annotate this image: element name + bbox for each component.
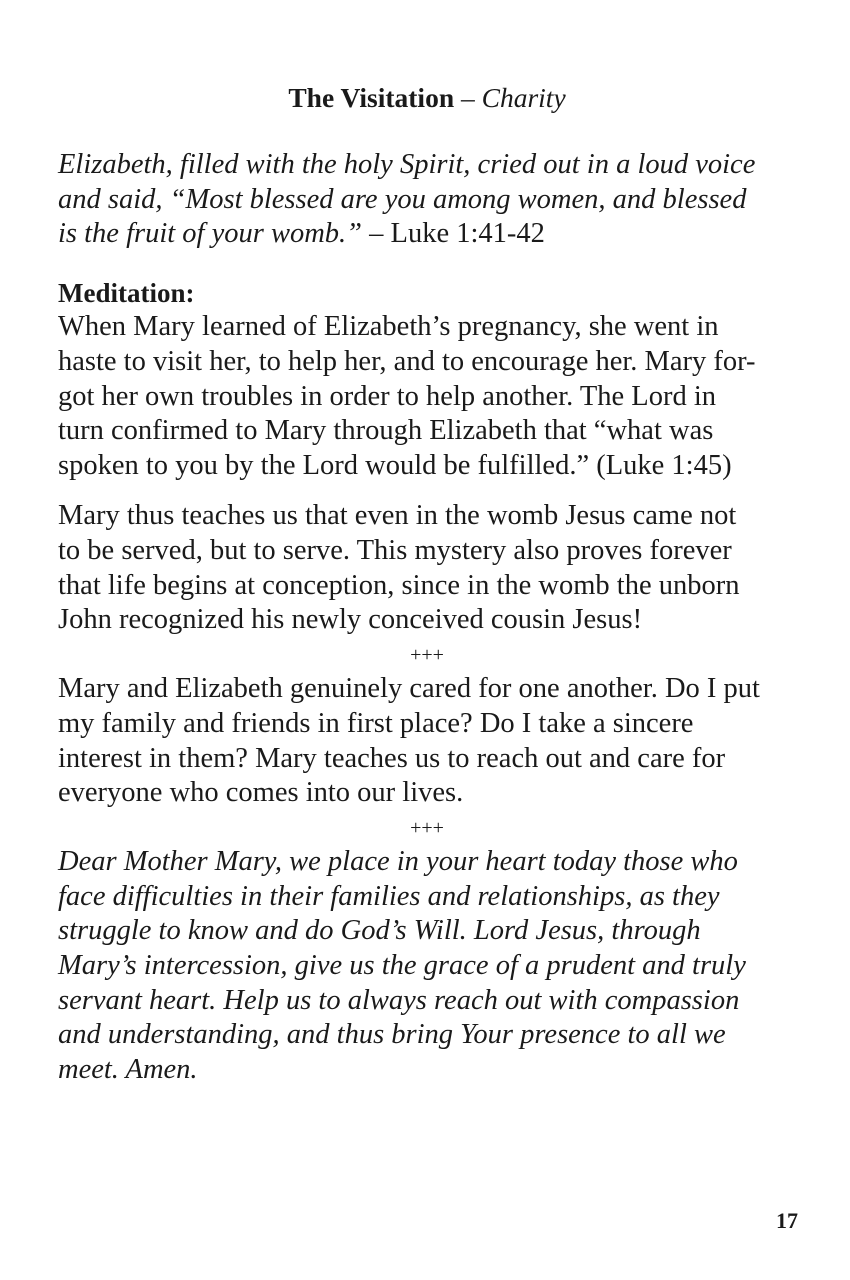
scripture-line-text: is the fruit of your womb.” – bbox=[58, 218, 384, 250]
prayer-line: struggle to know and do God’s Will. Lord Jesus, through bbox=[58, 915, 701, 947]
paragraph-line: turn confirmed to Mary through Elizabeth that “what was bbox=[58, 415, 714, 447]
title-virtue: Charity bbox=[481, 82, 566, 113]
paragraph-line: When Mary learned of Elizabeth’s pregnancy, she went in bbox=[58, 311, 719, 343]
paragraph-line: my family and friends in first place? Do I take a sincere bbox=[58, 707, 694, 739]
scripture-line: and said, “Most blessed are you among women, and blessed bbox=[58, 183, 747, 215]
prayer-line: face difficulties in their families and relationships, as they bbox=[58, 880, 720, 912]
paragraph-line: haste to visit her, to help her, and to encourage her. Mary for- bbox=[58, 345, 756, 377]
paragraph-line: spoken to you by the Lord would be fulfilled.” (Luke 1:45) bbox=[58, 449, 732, 481]
meditation-paragraph-1 bbox=[58, 310, 796, 483]
scripture-line: Elizabeth, filled with the holy Spirit, cried out in a loud voice bbox=[58, 149, 756, 180]
paragraph-line: interest in them? Mary teaches us to reach out and care for bbox=[58, 742, 726, 774]
paragraph-line: Mary and Elizabeth genuinely cared for one another. Do I put bbox=[58, 673, 760, 705]
prayer-line: servant heart. Help us to always reach out with compassion bbox=[58, 984, 740, 1016]
paragraph-line: to be served, but to serve. This mystery also proves forever bbox=[58, 534, 732, 566]
meditation-heading: Meditation: bbox=[58, 277, 195, 308]
prayer-paragraph bbox=[58, 845, 796, 1087]
paragraph-line: got her own troubles in order to help another. The Lord in bbox=[58, 380, 716, 412]
scripture-quote bbox=[58, 148, 796, 252]
page-number: 17 bbox=[776, 1208, 798, 1233]
paragraph-line: John recognized his newly conceived cousin Jesus! bbox=[58, 604, 643, 636]
paragraph-line: Mary thus teaches us that even in the womb Jesus came not bbox=[58, 500, 737, 532]
meditation-paragraph-3 bbox=[58, 672, 796, 810]
prayer-line: and understanding, and thus bring Your presence to all we bbox=[58, 1019, 726, 1051]
section-separator: +++ bbox=[410, 816, 444, 839]
scripture-citation: Luke 1:41-42 bbox=[390, 218, 545, 250]
section-separator: +++ bbox=[410, 643, 444, 666]
scripture-line-last bbox=[58, 217, 796, 252]
page-title bbox=[58, 78, 796, 118]
page-body bbox=[58, 78, 796, 1087]
paragraph-line: that life begins at conception, since in the womb the unborn bbox=[58, 569, 740, 601]
title-dash: – bbox=[461, 82, 475, 113]
prayer-line: meet. Amen. bbox=[58, 1053, 198, 1085]
title-mystery: The Visitation bbox=[288, 82, 455, 113]
meditation-paragraph-2 bbox=[58, 499, 796, 637]
prayer-line: Dear Mother Mary, we place in your heart today those who bbox=[58, 846, 738, 878]
prayer-line: Mary’s intercession, give us the grace of a prudent and truly bbox=[58, 950, 746, 982]
paragraph-line: everyone who comes into our lives. bbox=[58, 777, 464, 809]
